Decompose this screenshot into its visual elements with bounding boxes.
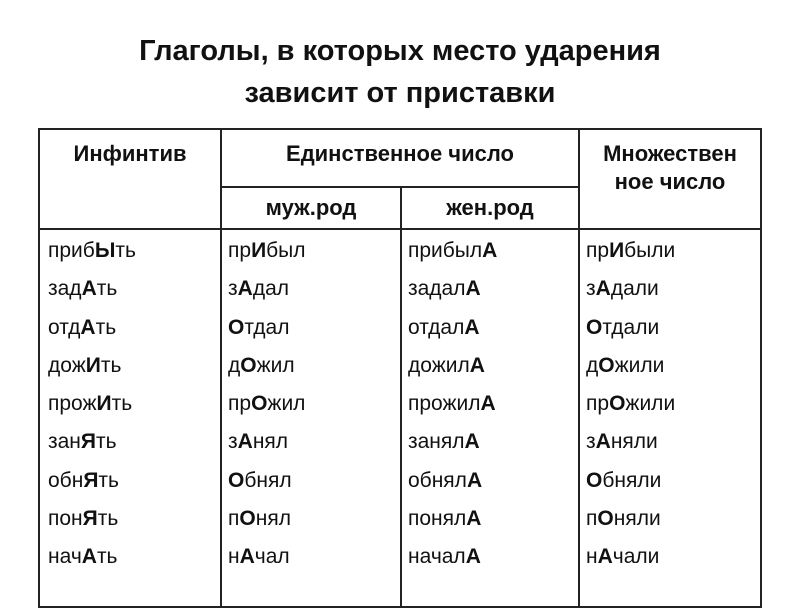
stressed-vowel: И xyxy=(609,239,625,262)
verb-part: были xyxy=(624,239,676,262)
stressed-vowel: О xyxy=(239,507,256,531)
verb-part: понял xyxy=(408,507,467,531)
verb-part: пр xyxy=(228,239,252,262)
stressed-vowel: А xyxy=(81,277,97,301)
verb-feminine-row xyxy=(408,347,497,385)
verb-infinitive-row xyxy=(48,232,136,270)
verb-part: дожил xyxy=(408,353,470,377)
verb-infinitive-row xyxy=(48,423,136,461)
verb-infinitive-row xyxy=(48,538,136,576)
verb-part: н xyxy=(586,545,598,569)
verb-part: п xyxy=(228,507,240,531)
verb-infinitive-row xyxy=(48,385,136,423)
verb-masculine-row xyxy=(228,309,306,347)
stressed-vowel: А xyxy=(595,430,611,454)
verb-part: няли xyxy=(613,507,661,531)
header-singular: Единственное число xyxy=(286,141,514,166)
stressed-vowel: А xyxy=(465,545,481,569)
verb-masculine-row xyxy=(228,385,306,423)
verb-part: обнял xyxy=(408,468,467,492)
verb-part: отдал xyxy=(408,315,465,339)
verb-part: тдали xyxy=(602,315,660,339)
verb-part: ть xyxy=(97,507,119,531)
stressed-vowel: О xyxy=(598,353,615,377)
verb-plural-row xyxy=(586,500,675,538)
verb-plural-row xyxy=(586,347,675,385)
stressed-vowel: А xyxy=(469,353,485,377)
stressed-vowel: О xyxy=(240,353,257,377)
verb-part: бнял xyxy=(244,468,292,492)
verb-part: нял xyxy=(255,507,291,531)
verb-part: задал xyxy=(408,277,466,301)
header-plural-line-1: Множествен xyxy=(603,141,737,166)
verb-part: з xyxy=(228,430,238,454)
verb-feminine-row xyxy=(408,270,497,308)
verb-part: ть xyxy=(96,277,118,301)
stressed-vowel: О xyxy=(586,468,603,492)
stressed-vowel: А xyxy=(80,315,96,339)
verb-part: ть xyxy=(98,468,119,492)
page-title xyxy=(0,30,800,114)
verb-masculine-row xyxy=(228,462,306,500)
stressed-vowel: А xyxy=(466,507,482,531)
verb-part: обн xyxy=(48,468,84,492)
stressed-vowel: О xyxy=(251,392,268,416)
verb-part: занял xyxy=(408,430,465,454)
verb-part: тдал xyxy=(244,315,290,339)
verb-part: нач xyxy=(48,545,82,569)
stressed-vowel: И xyxy=(96,392,112,416)
stressed-vowel: Я xyxy=(80,430,96,454)
verb-part: ть xyxy=(96,545,118,569)
stressed-vowel: О xyxy=(597,507,614,531)
header-plural-line-2: ное число xyxy=(614,169,726,194)
verb-plural-row xyxy=(586,232,675,270)
verb-part: пр xyxy=(228,392,252,416)
stressed-vowel: Я xyxy=(83,468,99,492)
column-infinitive xyxy=(48,232,136,577)
verb-part: был xyxy=(266,239,306,262)
verb-part: чал xyxy=(254,545,290,569)
verb-part: чали xyxy=(612,545,660,569)
verb-masculine-row xyxy=(228,538,306,576)
verb-plural-row xyxy=(586,538,675,576)
verb-part: зад xyxy=(48,277,82,301)
verb-plural-row xyxy=(586,423,675,461)
verb-infinitive-row xyxy=(48,309,136,347)
stressed-vowel: А xyxy=(464,315,480,339)
title-line-1: Глаголы, в которых место ударения xyxy=(139,35,661,67)
title-line-2: зависит от приставки xyxy=(244,77,556,109)
verb-infinitive-row xyxy=(48,500,136,538)
verb-infinitive-row xyxy=(48,270,136,308)
stressed-vowel: О xyxy=(586,315,603,339)
stressed-vowel: А xyxy=(464,430,480,454)
verb-part: дож xyxy=(48,353,86,377)
verb-masculine-row xyxy=(228,232,306,270)
verb-feminine-row xyxy=(408,309,497,347)
verb-part: прибыл xyxy=(408,239,483,262)
verb-part: п xyxy=(586,507,598,531)
column-plural xyxy=(586,232,675,577)
stressed-vowel: А xyxy=(595,277,611,301)
verb-feminine-row xyxy=(408,538,497,576)
stressed-vowel: Я xyxy=(82,507,98,531)
row-divider xyxy=(40,228,760,230)
verb-part: ть xyxy=(115,239,136,262)
verb-part: нял xyxy=(252,430,289,454)
verb-part: жил xyxy=(256,353,295,377)
verb-part: з xyxy=(586,430,596,454)
verb-part: н xyxy=(228,545,240,569)
header-infinitive: Инфинтив xyxy=(73,141,187,166)
verb-part: прожил xyxy=(408,392,481,416)
verb-part: д xyxy=(228,353,241,377)
column-feminine xyxy=(408,232,497,577)
stressed-vowel: А xyxy=(81,545,97,569)
verb-plural-row xyxy=(586,462,675,500)
verb-part: дал xyxy=(252,277,289,301)
stressed-vowel: А xyxy=(597,545,613,569)
stressed-vowel: И xyxy=(251,239,267,262)
verb-part: з xyxy=(228,277,238,301)
verb-part: жили xyxy=(625,392,676,416)
verb-part: дали xyxy=(610,277,659,301)
stressed-vowel: Ы xyxy=(94,239,116,262)
verb-masculine-row xyxy=(228,270,306,308)
verb-part: бняли xyxy=(602,468,662,492)
verb-plural-row xyxy=(586,309,675,347)
verb-infinitive-row xyxy=(48,347,136,385)
column-divider xyxy=(400,186,402,606)
verb-part: ть xyxy=(111,392,133,416)
stressed-vowel: А xyxy=(466,468,483,492)
verb-part: ть xyxy=(95,315,117,339)
verb-part: пр xyxy=(586,239,610,262)
verb-plural-row xyxy=(586,270,675,308)
column-divider xyxy=(578,130,580,606)
verb-part: прож xyxy=(48,392,97,416)
verb-part: ть xyxy=(96,430,117,454)
header-plural xyxy=(580,140,760,196)
verb-part: жил xyxy=(267,392,306,416)
verb-infinitive-row xyxy=(48,462,136,500)
verb-part: ть xyxy=(100,353,122,377)
column-masculine xyxy=(228,232,306,577)
row-divider xyxy=(220,186,578,188)
verb-part: отд xyxy=(48,315,81,339)
stressed-vowel: О xyxy=(609,392,626,416)
stressed-vowel: А xyxy=(237,277,253,301)
stress-table xyxy=(38,128,762,608)
verb-masculine-row xyxy=(228,423,306,461)
verb-feminine-row xyxy=(408,462,497,500)
stressed-vowel: А xyxy=(482,239,498,262)
verb-feminine-row xyxy=(408,500,497,538)
stressed-vowel: О xyxy=(228,468,245,492)
verb-part: пр xyxy=(586,392,610,416)
stressed-vowel: И xyxy=(85,353,101,377)
header-masculine: муж.род xyxy=(265,195,357,220)
verb-masculine-row xyxy=(228,500,306,538)
stressed-vowel: А xyxy=(237,430,253,454)
verb-feminine-row xyxy=(408,385,497,423)
verb-part: д xyxy=(586,353,599,377)
verb-masculine-row xyxy=(228,347,306,385)
verb-part: зан xyxy=(48,430,81,454)
verb-part: з xyxy=(586,277,596,301)
verb-part: начал xyxy=(408,545,466,569)
verb-part: приб xyxy=(48,239,95,262)
verb-feminine-row xyxy=(408,423,497,461)
verb-part: жили xyxy=(614,353,665,377)
stressed-vowel: О xyxy=(228,315,245,339)
stressed-vowel: А xyxy=(480,392,496,416)
verb-feminine-row xyxy=(408,232,497,270)
stressed-vowel: А xyxy=(239,545,255,569)
verb-part: няли xyxy=(610,430,658,454)
verb-plural-row xyxy=(586,385,675,423)
verb-part: пон xyxy=(48,507,83,531)
stressed-vowel: А xyxy=(465,277,481,301)
header-feminine: жен.род xyxy=(446,195,534,220)
